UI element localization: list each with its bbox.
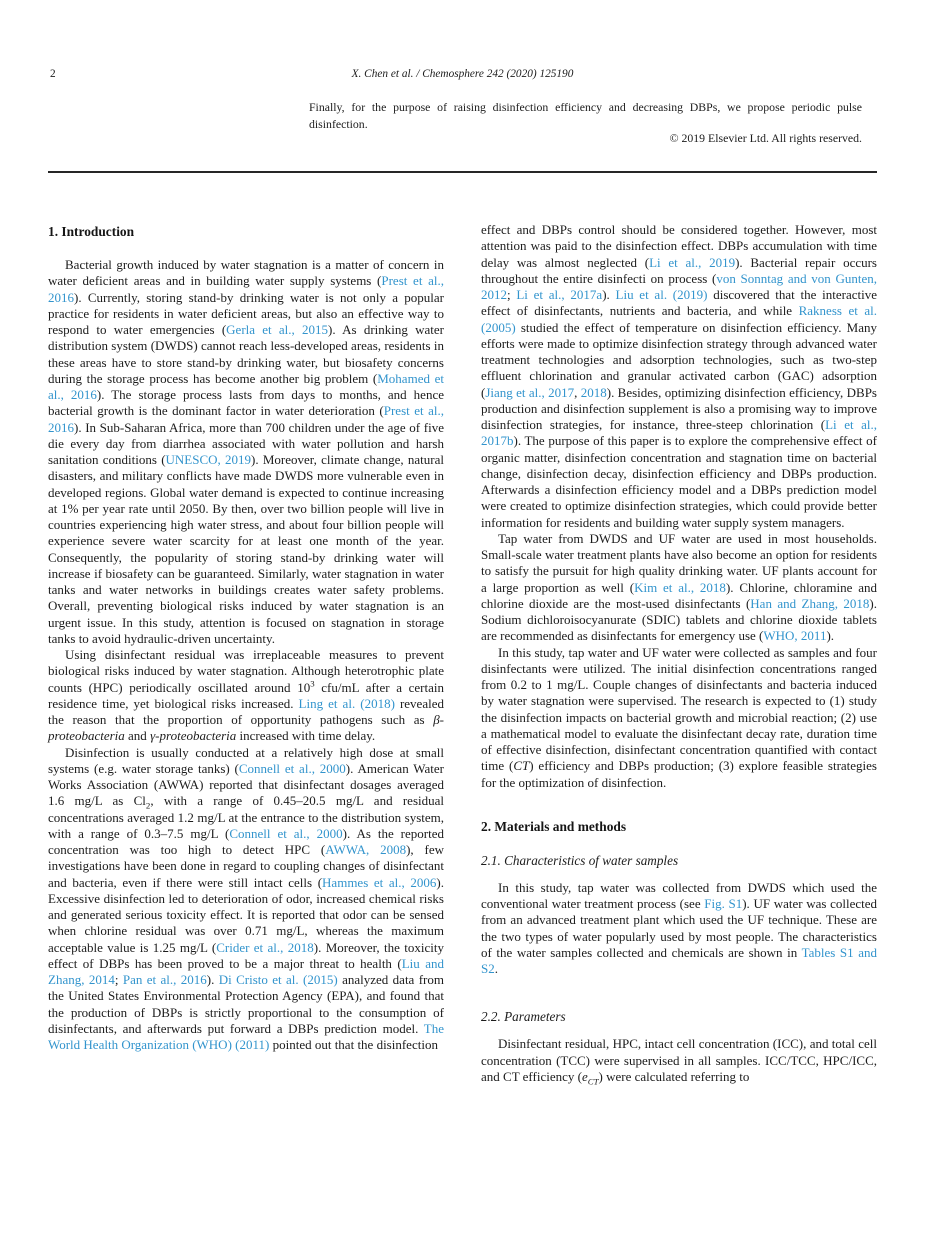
copyright-notice: © 2019 Elsevier Ltd. All rights reserved.: [669, 131, 862, 145]
body-paragraph: In this study, tap water and UF water were collected as samples and four disinfectants were utilized. The initial disinfection concentrations ranged from 0.2 to 1 mg/L. Couple changes of disinfectants and bacteria induced by water stagnation were supervised. The research is expected to (1) study the disinfection impacts on bacterial growth and microbial reaction; (2) use a mathematical model to evaluate the disinfectant decay rate, duration time of effective disinfection, disinfectant concentration quantified with contact time (CT) efficiency and DBPs production; (3) explore feasible strategies for the optimization of disinfection.: [481, 644, 877, 790]
styled-text: 3: [310, 678, 315, 689]
styled-text: β-proteobacteria: [48, 712, 444, 744]
citation-link[interactable]: Liu and Zhang, 2014: [48, 955, 444, 987]
citation-link[interactable]: von Sonntag and von Gunten, 2012: [481, 270, 877, 302]
citation-link[interactable]: 2018: [580, 384, 607, 400]
body-paragraph: In this study, tap water was collected from DWDS which used the conventional water treatment process (see Fig. S1). UF water was collected from an advanced treatment plant which used the UF technique. These are the two types of water popularly used by most people. The characteristics of the water samples collected and chemicals are shown in Tables S1 and S2.: [481, 879, 877, 976]
citation-link[interactable]: Pan et al., 2016: [122, 972, 207, 987]
citation-link[interactable]: Tables S1 and S2: [481, 944, 877, 976]
page-number: 2: [50, 68, 56, 80]
body-paragraph: effect and DBPs control should be considered together. However, most attention was paid to the disinfection effect. DBPs accumulation with time delay was almost neglected (Li et al., 2019). Bacterial repair occurs throughout the entire disinfecti on process (von Sonntag and von Gunten, 2012; Li et al., 2017a). Liu et al. (2019) discovered that the interactive effect of disinfectants, nutrients and bacteria, and while Rakness et al. (2005) studied the effect of temperature on disinfection efficiency. Many efforts were made to optimize disinfection strategy through advanced water treatment technologies and adsorption technologies, such as two-step effluent chlorination and granular activated carbon (GAC) adsorption (Jiang et al., 2017, 2018). Besides, optimizing disinfection efficiency, DBPs production and disinfection supplement is also a promising way to improve disinfection strategies, for instance, three-steep chlorination (Li et al., 2017b). The purpose of this paper is to explore the comprehensive effect of organic matter, disinfection concentration and stagnation time on bacterial change, disinfection decay, disinfection efficiency and DBPs production. Afterwards a disinfection efficiency model and a DBPs prediction model were created to optimize disinfection strategies, which could provide better information for residents and building water supply system managers.: [481, 222, 877, 530]
body-paragraph: Disinfectant residual, HPC, intact cell concentration (ICC), and total cell concentration (TCC) were supervised in all samples. ICC/TCC, HPC/ICC, and CT efficiency $(e_{CT})$ were calculated referring to: [481, 1036, 877, 1087]
citation-link[interactable]: Gerla et al., 2015: [226, 322, 329, 337]
citation-link[interactable]: Connell et al., 2000: [238, 760, 346, 776]
subsection-heading: 2.2. Parameters: [481, 1009, 566, 1025]
body-paragraph: Using disinfectant residual was irreplaceable measures to prevent biological risks induced by water stagnation. Although heterotrophic plate counts (HPC) periodically oscillated around $10^3$ cfu/mL after a certain residence time, yet biological risks increased. Ling et al. (2018) revealed the reason that the proportion of opportunity pathogens such as β-proteobacteria and γ-proteobacteria increased with time delay.: [48, 647, 444, 744]
citation-link[interactable]: Prest et al., 2016: [48, 403, 444, 435]
styled-text: 2: [145, 800, 151, 811]
citation-link[interactable]: AWWA, 2008: [325, 842, 407, 857]
citation-link[interactable]: Fig. S1: [704, 896, 743, 911]
body-paragraph: Bacterial growth induced by water stagnation is a matter of concern in water deficient areas and in building water supply systems (Prest et al., 2016). Currently, storing stand-by drinking water is not only a popular practice for residents in water deficient areas, but also an effective way to respond to water emergencies (Gerla et al., 2015). As drinking water distribution system (DWDS) cannot reach less-developed areas, residents in these areas have to store stand-by drinking water, but biosafety concerns during the storage process has become another big problem (Mohamed et al., 2016). The storage process lasts from days to months, and hence bacterial growth is the dominant factor in water deterioration (Prest et al., 2016). In Sub-Saharan Africa, more than 700 children under the age of five die every day from diarrhea associated with water pollution and harsh sanitation conditions (UNESCO, 2019). Moreover, climate change, natural disasters, and military conflicts have made DWDS more vulnerable even in developed regions. Global water demand is expected to continue increasing at 1% per year rate until 2050. By then, over two billion people will live in countries experiencing high water stress, and about four billion people will experience severe water scarcity for at least one month of the year. Consequently, the popularity of storing stand-by drinking water will increase if biosafety can be guaranteed. Similarly, water stagnation in water tanks and water networks in buildings creates water safety problems. Overall, preventing biological risks induced by water stagnation is an urgent issue. In this study, attention is focused on stagnation in storage tanks to avoid hydraulic-driven uncertainty.: [48, 257, 444, 646]
journal-citation: X. Chen et al. / Chemosphere 242 (2020) 125190: [351, 68, 574, 80]
citation-link[interactable]: Hammes et al., 2006: [322, 874, 437, 890]
citation-link[interactable]: Li et al., 2019: [649, 254, 736, 270]
styled-text: CT: [587, 1076, 599, 1087]
citation-link[interactable]: Rakness et al. (2005): [481, 303, 877, 335]
citation-link[interactable]: UNESCO, 2019: [165, 452, 252, 467]
citation-link[interactable]: Di Cristo et al. (2015): [218, 972, 338, 987]
subsection-heading: 2.1. Characteristics of water samples: [481, 852, 679, 868]
abstract-closing-text: Finally, for the purpose of raising disinfection efficiency and decreasing DBPs, we propose periodic pulse disinfection.: [309, 100, 862, 131]
right-column: [481, 222, 877, 1085]
citation-link[interactable]: Prest et al., 2016: [48, 273, 444, 305]
citation-link[interactable]: Crider et al., 2018: [216, 939, 314, 955]
styled-text: e: [581, 1068, 588, 1084]
citation-link[interactable]: Ling et al. (2018): [298, 695, 395, 711]
article-body: [48, 222, 877, 1085]
citation-link[interactable]: Li et al., 2017b: [481, 417, 877, 449]
citation-link[interactable]: Jiang et al., 2017: [485, 384, 575, 400]
citation-link[interactable]: Li et al., 2017a: [516, 287, 603, 302]
citation-link[interactable]: Han and Zhang, 2018: [750, 595, 870, 611]
running-header: [48, 68, 877, 84]
citation-link[interactable]: WHO, 2011: [763, 628, 827, 644]
citation-link[interactable]: Liu et al. (2019): [615, 287, 708, 302]
section-heading: 2. Materials and methods: [481, 818, 627, 834]
separator-rule: [48, 171, 877, 173]
body-paragraph: Disinfection is usually conducted at a relatively high dose at small systems (e.g. water storage tanks) (Connell et al., 2000). American Water Works Association (AWWA) reported that disinfectant dosages averaged 1.6 mg/L as $Cl_2$, with a range of 0.45–20.5 mg/L and residual concentrations averaged 1.2 mg/L at the entrance to the distribution system, with a range of 0.3–7.5 mg/L (Connell et al., 2000). As the reported concentration was too high to detect HPC (AWWA, 2008), few investigations have been done in regard to coupling changes of disinfectant and bacteria, even if there were still intact cells (Hammes et al., 2006). Excessive disinfection led to deterioration of odor, increased chemical risks and generated serious toxicity effect. It is reported that odor can be sensed when chlorine residual was over 0.71 mg/L, whereas the maximum acceptable value is 1.25 mg/L (Crider et al., 2018). Moreover, the toxicity effect of DBPs has been proved to be a major threat to health (Liu and Zhang, 2014; Pan et al., 2016). Di Cristo et al. (2015) analyzed data from the United States Environmental Protection Agency (EPA), and found that the production of DBPs is strictly proportional to the consumption of disinfectants, and afterwards put forward a DBPs prediction model. The World Health Organization (WHO) (2011) pointed out that the disinfection: [48, 744, 444, 1052]
left-column: [48, 222, 444, 1085]
citation-link[interactable]: The World Health Organization (WHO) (2011): [48, 1020, 444, 1052]
styled-text: γ-proteobacteria: [150, 728, 237, 744]
citation-link[interactable]: Connell et al., 2000: [229, 825, 343, 841]
section-heading: 1. Introduction: [48, 224, 135, 239]
citation-link[interactable]: Mohamed et al., 2016: [48, 370, 444, 402]
citation-link[interactable]: Kim et al., 2018: [634, 579, 726, 595]
styled-text: CT: [513, 758, 530, 774]
body-paragraph: Tap water from DWDS and UF water are used in most households. Small-scale water treatment plants have also become an option for residents to satisfy the pursuit for high quality drinking water. UF plants account for a large proportion as well (Kim et al., 2018). Chlorine, chloramine and chlorine dioxide are the most-used disinfectants (Han and Zhang, 2018). Sodium dichloroisocyanurate (SDIC) tablets and chlorine dioxide tablets are recommended as disinfectants for emergency use (WHO, 2011).: [481, 530, 877, 644]
